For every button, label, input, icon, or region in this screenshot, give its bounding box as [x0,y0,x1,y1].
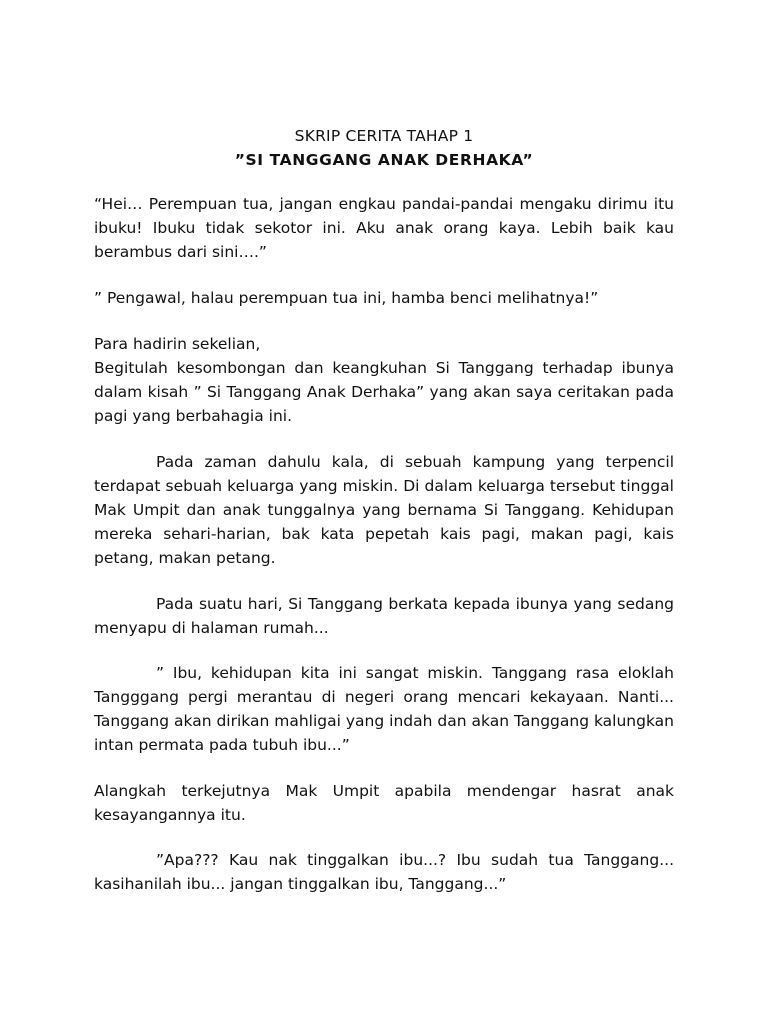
paragraph-introduction: Begitulah kesombongan dan keangkuhan Si Tanggang terhadap ibunya dalam kisah ” Si Tanggang Anak Derhaka” yang akan saya ceritakan pada pagi yang berbahagia ini. [94,359,674,425]
paragraph-mother-shock: Alangkah terkejutnya Mak Umpit apabila mendengar hasrat anak kesayangannya itu. [94,782,674,824]
paragraph-one-day: Pada suatu hari, Si Tanggang berkata kepada ibunya yang sedang menyapu di halaman rumah... [94,595,674,637]
paragraph-greeting: Para hadirin sekelian, [94,335,261,353]
document-title: SKRIP CERITA TAHAP 1 [294,127,474,145]
paragraph-story-opening: Pada zaman dahulu kala, di sebuah kampung yang terpencil terdapat sebuah keluarga yang miskin. Di dalam keluarga tersebut tinggal Mak Umpit dan anak tunggalnya yang bernama Si Tanggang. Kehidupan mereka sehari-harian, bak kata pepetah kais pagi, makan pagi, kais petang, makan petang. [94,453,674,567]
paragraph-tanggang-denial: “Hei… Perempuan tua, jangan engkau pandai-pandai mengaku dirimu itu ibuku! Ibuku tidak sekotor ini. Aku anak orang kaya. Lebih baik kau berambus dari sini….” [94,195,674,261]
paragraph-mother-plea: ”Apa??? Kau nak tinggalkan ibu...? Ibu sudah tua Tanggang... kasihanilah ibu... jangan tinggalkan ibu, Tanggang...” [94,851,674,893]
story-title: ”SI TANGGANG ANAK DERHAKA” [234,151,534,169]
paragraph-tanggang-speech: ” Ibu, kehidupan kita ini sangat miskin. Tanggang rasa eloklah Tangggang pergi merantau di negeri orang mencari kekayaan. Nanti... Tanggang akan dirikan mahligai yang indah dan akan Tanggang kalungkan intan permata pada tubuh ibu...” [94,664,674,754]
paragraph-guard-order: ” Pengawal, halau perempuan tua ini, hamba benci melihatnya!” [94,289,599,307]
document-page [94,124,674,896]
